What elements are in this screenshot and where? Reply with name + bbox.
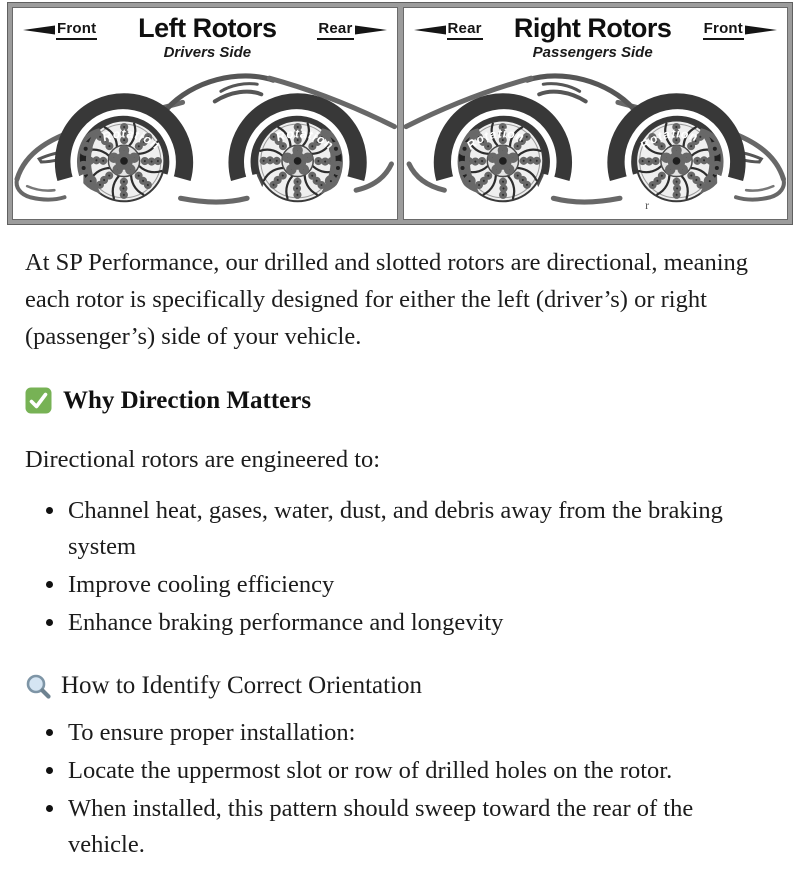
list-item: • Enhance braking performance and longevity (67, 605, 757, 641)
list-item: • Improve cooling efficiency (67, 567, 757, 603)
why-direction-matters-heading (25, 387, 770, 415)
magnifying-glass-icon (25, 673, 52, 700)
front-label: Front (56, 20, 97, 40)
heading-text: How to Identify Correct Orientation (61, 672, 423, 700)
front-direction-indicator (703, 20, 779, 40)
rear-label: Rear (317, 20, 353, 40)
right-panel-header (404, 8, 788, 60)
rear-direction-indicator (412, 20, 483, 40)
list-item: • Channel heat, gases, water, dust, and debris away from the braking system (67, 493, 757, 565)
article-body (0, 225, 800, 889)
svg-text:Rotation: Rotation (274, 126, 337, 153)
left-arrow-icon (412, 23, 446, 37)
right-rotors-panel (403, 7, 789, 220)
page-root (0, 2, 800, 889)
check-mark-icon (25, 387, 52, 414)
right-car-illustration (404, 60, 788, 219)
list-item: • Locate the uppermost slot or row of drilled holes on the rotor. (67, 753, 757, 789)
panel-title: Left Rotors (138, 13, 277, 43)
rotor-direction-diagram (7, 2, 793, 225)
benefits-lead: Directional rotors are engineered to: (25, 445, 381, 473)
rear-label: Rear (447, 20, 483, 40)
intro-paragraph: At SP Performance, our drilled and slotted rotors are directional, meaning each rotor is specifically designed for either the left (driver’s) or right (passenger’s) side of your vehicle. (25, 249, 749, 350)
list-item: • To ensure proper installation: (67, 715, 757, 751)
left-panel-header (13, 8, 397, 60)
panel-subtitle: Passengers Side (532, 44, 653, 61)
svg-text:Rotation: Rotation (100, 126, 164, 153)
svg-text:Rotation: Rotation (637, 126, 700, 153)
front-label: Front (703, 20, 744, 40)
stray-mark: r (645, 198, 650, 213)
rear-direction-indicator (317, 20, 388, 40)
right-arrow-icon (745, 23, 779, 37)
svg-text:Rotation: Rotation (463, 126, 526, 153)
right-arrow-icon (355, 23, 389, 37)
identify-orientation-heading (25, 672, 770, 700)
heading-text: Why Direction Matters (63, 386, 312, 414)
front-direction-indicator (21, 20, 97, 40)
left-car-illustration (13, 60, 397, 219)
panel-title: Right Rotors (513, 13, 672, 43)
left-rotors-panel (12, 7, 398, 220)
left-arrow-icon (21, 23, 55, 37)
list-item: • When installed, this pattern should sweep toward the rear of the vehicle. (67, 791, 757, 863)
panel-subtitle: Drivers Side (163, 44, 252, 61)
orientation-steps-list (25, 715, 757, 863)
benefits-list (25, 493, 757, 641)
